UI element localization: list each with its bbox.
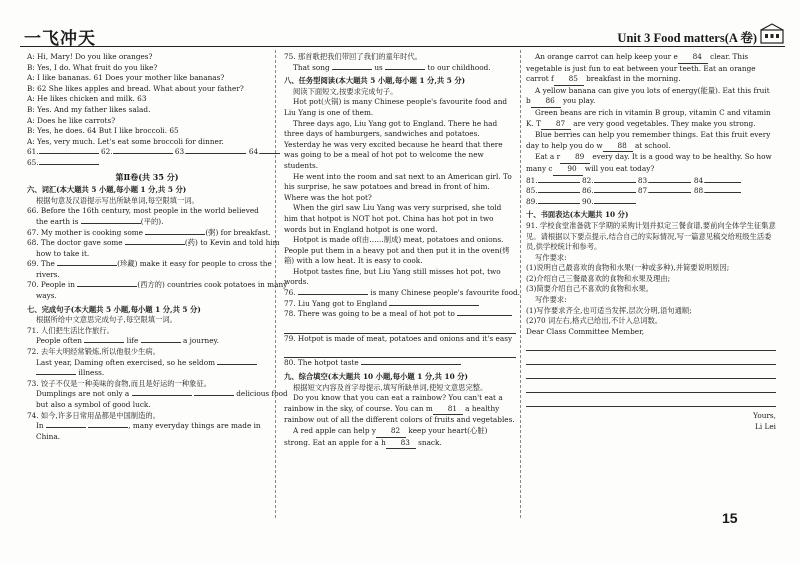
dialogue-line: A: He likes chicken and milk. 63: [27, 94, 147, 104]
answer-blank[interactable]: [77, 286, 137, 287]
passage-text: snack.: [418, 437, 442, 447]
question-91: 91. 学校食堂准备就下学期的采购计划并拟定三餐食谱,要前向全体学生征集意见。请根据以下要点提示,结合自己的实际情况,写一篇意见稿交给班级生活委员,供学校统计和参考。: [526, 220, 776, 252]
section-instruction: 阅读下面短文,按要求完成句子。: [293, 86, 398, 96]
answer-blank[interactable]: [57, 265, 117, 266]
answer-blank[interactable]: [260, 153, 280, 154]
writing-line[interactable]: [526, 395, 776, 407]
answer-blank[interactable]: [186, 153, 246, 154]
dialogue-line: A: I like bananas. 61 Does your mother like bananas?: [27, 73, 225, 83]
answer-label: 83.: [637, 175, 650, 185]
cloze-blank-83[interactable]: 83: [386, 438, 416, 450]
passage-text: Do you know that you can eat a rainbow? You can't eat a rainbow in the sky, of course. You can m: [284, 393, 503, 413]
dialogue-line: B: Yes, he does. 64 But I like broccoli. 65: [27, 126, 179, 136]
passage-text: A red apple can help y: [293, 426, 376, 435]
passage-paragraph: When the girl saw Liu Yang was very surprised, she told him that hotpot is NOT hot pot. China has hot pot in two words but in England hotpot is one word.: [284, 203, 502, 234]
page-number: 15: [722, 510, 738, 526]
passage-text: clear. This vegetable is just fun to eat between your teeth. Eat an orange carrot f: [526, 52, 756, 84]
section-title: 八、任务型阅读(本大题共 5 小题,每小题 1 分,共 5 分): [284, 76, 466, 86]
question-75: 75. 那首歌把我们带回了我们的童年时代。: [284, 52, 422, 61]
answer-line[interactable]: [284, 322, 516, 334]
passage-text: An orange carrot can help keep your e: [535, 52, 678, 61]
question-text: China.: [36, 431, 60, 441]
section-title: 七、完成句子(本大题共 5 小题,每小题 1 分,共 5 分): [27, 304, 201, 314]
answer-blank[interactable]: [298, 294, 368, 295]
passage-paragraph: He went into the room and sat next to an American girl. To his surprise, he saw potatoes and bread in front of him. Where was the hot pot?: [284, 171, 512, 202]
answer-row: [526, 186, 776, 197]
question-text: the earth is: [36, 216, 79, 226]
requirement-item: (3)简要介绍自己不喜欢的食物和水果。: [526, 284, 654, 294]
passage-paragraph: Hot pot(火锅) is many Chinese people's favourite food and Liu Yang is one of them.: [284, 97, 508, 117]
answer-row: [526, 176, 776, 187]
answer-blank[interactable]: [113, 153, 173, 154]
answer-blank[interactable]: [705, 182, 741, 183]
answer-blank[interactable]: [125, 244, 185, 245]
dialogue-line: A: Yes, very much. Let's eat some broccoli for dinner.: [27, 136, 224, 146]
answer-blank[interactable]: [217, 364, 257, 365]
letter-signature: Li Lei: [755, 422, 776, 432]
question-text: (平的).: [140, 216, 164, 226]
question-74: 74. 如今,许多日常用品都是中国制造的。: [27, 410, 160, 420]
question-72: 72. 去年大明经常锻炼,所以他很少生病。: [27, 347, 160, 357]
question-text: to our childhood.: [427, 62, 491, 72]
answer-blank[interactable]: [46, 427, 86, 428]
question-text: (粥) for breakfast.: [205, 227, 271, 237]
question-text: People often: [36, 336, 82, 346]
question-text: That song: [293, 62, 330, 72]
castle-icon: [759, 22, 785, 44]
question-80: 80. The hotpot taste: [284, 358, 359, 368]
answer-blank[interactable]: [132, 395, 192, 396]
passage-paragraph: [526, 86, 776, 108]
part-title: 第Ⅱ卷(共 35 分): [115, 171, 179, 182]
answer-row: [27, 147, 267, 158]
writing-line[interactable]: [526, 353, 776, 365]
passage-text: at school.: [634, 140, 671, 150]
passage-text: a healthy rainbow out of all the different colors of fruits and vegetables.: [284, 403, 515, 425]
requirement-item: (2)介绍自己三餐最喜欢的食物和水果及理由;: [526, 273, 671, 283]
question-67: 67. My mother is cooking some: [27, 227, 143, 237]
answer-blank[interactable]: [538, 182, 580, 183]
writing-line[interactable]: [526, 381, 776, 393]
question-text: In: [36, 421, 44, 431]
answer-label: 85.: [526, 186, 538, 196]
letter-salutation: Dear Class Committee Member,: [526, 326, 645, 336]
answer-blank[interactable]: [594, 192, 636, 193]
answer-blank[interactable]: [194, 395, 234, 396]
answer-blank[interactable]: [145, 234, 205, 235]
question-text: (药) to Kevin and told him: [184, 238, 280, 248]
column-divider: [520, 50, 521, 518]
cloze-blank-82[interactable]: 82: [376, 426, 406, 438]
column-middle: 75. 那首歌把我们带回了我们的童年时代。 That song us to our childhood. 八、任务型阅读(本大题共 5 小题,每小题 1 分,共 5 分) 阅读下面短文,按要求完成句子。 Hot pot(火锅) is many Chinese people's favourite food and Liu Yang is one of them. Three days ago, Liu Yang got to England. There he had three days of hamburgers, sandwiches and potatoes. Yesterday he was very excited because he heard that there was going to be a meal of hot pot to welcome the new students. He went into the room and sat next to an American girl. To his surprise, he saw potatoes and bread in front of him. Where was the hot pot? When the girl saw Liu Yang was very surprised, she told him that hotpot is NOT hot pot. China has hot pot in two words but in England hotpot is one word. Hotpot is made of(由……制成) meat, potatoes and onions. People put them in a heavy pot and then put it in the oven(烤箱) with a low heat. It is easy to cook. Hotpot tastes fine, but Liu Yang still misses hot pot, two words. 76. is many Chinese people's favourite food. 77. Liu Yang got to England 78. There was going to be a meal of hot pot to 79. Hotpot is made of meat, potatoes and onions and it's easy 80. The hotpot taste 九、综合填空(本大题共 10 小题,每小题 1 分,共 10 分) 根据短文内容及首字母提示,填写所缺单词,使短文意思完整。 Do you know that you can eat a rainbow? You can't eat a rainbow in the sky, of course. You can m 81 a healthy rainbow out of all the different colors of fruits and vegetables. A red apple can help y 82 keep your heart(心脏) strong. Eat an apple for a h 83 snack.: [284, 52, 516, 449]
answer-label: 62.: [100, 147, 113, 157]
dialogue-line: A: Hi, Mary! Do you like oranges?: [27, 52, 153, 61]
brand-logo: 一飞冲天: [24, 29, 96, 49]
question-text: but also a symbol of good luck.: [36, 400, 151, 409]
cloze-blank-89[interactable]: 89: [560, 152, 590, 164]
answer-label: 86.: [581, 186, 594, 196]
answer-blank[interactable]: [36, 374, 76, 375]
answer-label: 65.: [27, 157, 39, 167]
passage-paragraph: Hotpot is made of(由……制成) meat, potatoes and onions. People put them in a heavy pot and then put it in the oven(烤箱) with a low heat. It is easy to cook.: [284, 235, 510, 266]
question-text: us: [374, 62, 383, 72]
question-76: is many Chinese people's favourite food.: [370, 288, 521, 298]
passage-text: Eat a r: [535, 152, 561, 162]
question-text: delicious food: [236, 389, 288, 399]
answer-row: [27, 158, 267, 169]
question-text: (西方的) countries cook potatoes in many: [137, 280, 288, 290]
question-71: 71. 人们把生活比作旅行。: [27, 325, 114, 335]
passage-text: every day. It is a good way to be healthy. So how many c: [526, 152, 772, 173]
unit-title: Unit 3 Food matters(A 卷): [617, 31, 757, 45]
section-instruction: 根据所给中文意思完成句子,每空限填一词。: [36, 315, 177, 325]
question-78: 78. There was going to be a meal of hot pot to: [284, 309, 455, 319]
question-text: , many everyday things are made in: [128, 421, 261, 431]
note-title: 写作要求:: [535, 295, 567, 305]
answer-blank[interactable]: [389, 305, 479, 306]
passage-text: Blue berries can help you remember things. Eat this fruit every day to help you do w: [526, 130, 771, 150]
question-79: 79. Hotpot is made of meat, potatoes and onions and it's easy: [284, 333, 513, 343]
passage-text: A yellow banana can give you lots of energy(能量). Eat this fruit b: [526, 85, 770, 106]
question-text: Dumplings are not only a: [36, 389, 130, 399]
note-item: (2)70 词左右,格式已给出,不计入总词数。: [526, 316, 663, 326]
passage-paragraph: [526, 108, 776, 130]
answer-blank[interactable]: [594, 182, 636, 183]
answer-row: [526, 197, 776, 208]
answer-blank[interactable]: [39, 164, 99, 165]
section-instruction: 根据短文内容及首字母提示,填写所缺单词,使短文意思完整。: [293, 382, 488, 392]
answer-blank[interactable]: [332, 69, 372, 70]
answer-blank[interactable]: [84, 342, 124, 343]
column-left: [27, 52, 288, 442]
answer-label: 81.: [526, 175, 538, 185]
answer-blank[interactable]: [538, 203, 580, 204]
answer-label: 89.: [526, 196, 538, 206]
answer-label: 82.: [581, 175, 594, 185]
answer-blank[interactable]: [88, 427, 128, 428]
answer-label: 61.: [27, 147, 39, 157]
section-title: 六、词汇(本大题共 5 小题,每小题 1 分,共 5 分): [27, 185, 187, 195]
section-instruction: 根据句意及汉语提示写出所缺单词,每空限填一词。: [36, 195, 199, 205]
letter-closing: Yours,: [753, 411, 776, 421]
answer-blank[interactable]: [538, 192, 580, 193]
section-title: 九、综合填空(本大题共 10 小题,每小题 1 分,共 10 分): [284, 372, 468, 382]
passage-paragraph: [526, 130, 776, 152]
cloze-blank-81[interactable]: 81: [433, 404, 463, 416]
dialogue-line: B: 62 She likes apples and bread. What about your father?: [27, 83, 244, 93]
question-text: (珍藏) make it easy for people to cross the: [117, 259, 272, 269]
passage-paragraph: Three days ago, Liu Yang got to England. There he had three days of hamburgers, sandwiches and potatoes. Yesterday he was very excited because he heard that there was going to be a meal of hot pot to welcome the new students.: [284, 118, 503, 170]
question-70: 70. People in: [27, 280, 75, 290]
passage-paragraph: [284, 426, 516, 449]
answer-label: 84.: [693, 175, 706, 185]
answer-blank[interactable]: [649, 192, 691, 193]
cloze-blank-84[interactable]: 84: [678, 52, 708, 64]
answer-blank[interactable]: [705, 192, 741, 193]
question-text: Last year, Daming often exercised, so he seldom: [36, 357, 216, 367]
passage-text: keep your heart(心脏) strong. Eat an apple for a h: [284, 426, 488, 447]
question-text: a journey.: [182, 336, 219, 346]
writing-line[interactable]: [526, 367, 776, 379]
cloze-blank-88[interactable]: 88: [603, 141, 633, 153]
answer-line[interactable]: [284, 346, 516, 358]
cloze-blank-87[interactable]: 87: [541, 119, 571, 131]
answer-blank[interactable]: [385, 69, 425, 70]
passage-paragraph: Hotpot tastes fine, but Liu Yang still misses hot pot, two words.: [284, 266, 501, 287]
requirement-item: (1)说明自己最喜欢的食物和水果(一种或多种),并简要说明原因;: [526, 263, 730, 273]
passage-text: breakfast in the morning.: [586, 74, 681, 84]
passage-paragraph: [526, 52, 776, 86]
header-rule: [20, 46, 785, 47]
cloze-blank-85[interactable]: 85: [554, 74, 584, 86]
page-header: [20, 22, 785, 48]
passage-text: you play.: [563, 96, 596, 106]
answer-label: 88.: [693, 186, 706, 196]
question-text: illness.: [78, 368, 105, 378]
answer-label: 63.: [174, 147, 187, 157]
dialogue-line: A: Does he like carrots?: [27, 115, 116, 125]
dialogue-line: B: Yes. And my father likes salad.: [27, 104, 151, 114]
answer-blank[interactable]: [39, 153, 99, 154]
answer-blank[interactable]: [649, 182, 691, 183]
question-77: 77. Liu Yang got to England: [284, 298, 388, 308]
question-text: life: [126, 336, 139, 346]
passage-text: are very good vegetables. They make you strong.: [573, 118, 756, 128]
question-68: 68. The doctor gave some: [27, 238, 123, 248]
passage-text: will you eat today?: [584, 163, 655, 173]
writing-line[interactable]: [526, 339, 776, 351]
requirement-title: 写作要求:: [535, 252, 567, 262]
question-66: 66. Before the 16th century, most people in the world believed: [27, 206, 259, 216]
question-69: 69. The: [27, 259, 55, 269]
column-right: [526, 52, 776, 433]
question-text: ways.: [36, 291, 57, 301]
answer-blank[interactable]: [594, 203, 636, 204]
answer-label: 90.: [581, 196, 594, 206]
question-text: how to take it.: [36, 248, 90, 258]
question-73: 73. 饺子不仅是一种美味的食物,而且是好运的一种象征。: [27, 378, 212, 388]
cloze-blank-90[interactable]: 90: [553, 164, 583, 176]
cloze-blank-86[interactable]: 86: [531, 96, 561, 108]
passage-text: Green beans are rich in vitamin B group, vitamin C and vitamin K. T: [526, 107, 771, 128]
answer-label: 87.: [637, 186, 650, 196]
answer-blank[interactable]: [457, 315, 512, 316]
dialogue-line: B: Yes, I do. What fruit do you like?: [27, 62, 158, 72]
note-item: (1)写作要求齐全,也可适当发挥,层次分明,语句通顺;: [526, 305, 692, 315]
answer-label: 64.: [248, 147, 261, 157]
question-text: rivers.: [36, 269, 60, 279]
passage-paragraph: [526, 152, 776, 175]
answer-blank[interactable]: [361, 364, 461, 365]
section-title: 十、书面表达(本大题共 10 分): [526, 210, 629, 220]
answer-blank[interactable]: [81, 223, 141, 224]
passage-paragraph: [284, 393, 516, 426]
answer-blank[interactable]: [141, 342, 181, 343]
